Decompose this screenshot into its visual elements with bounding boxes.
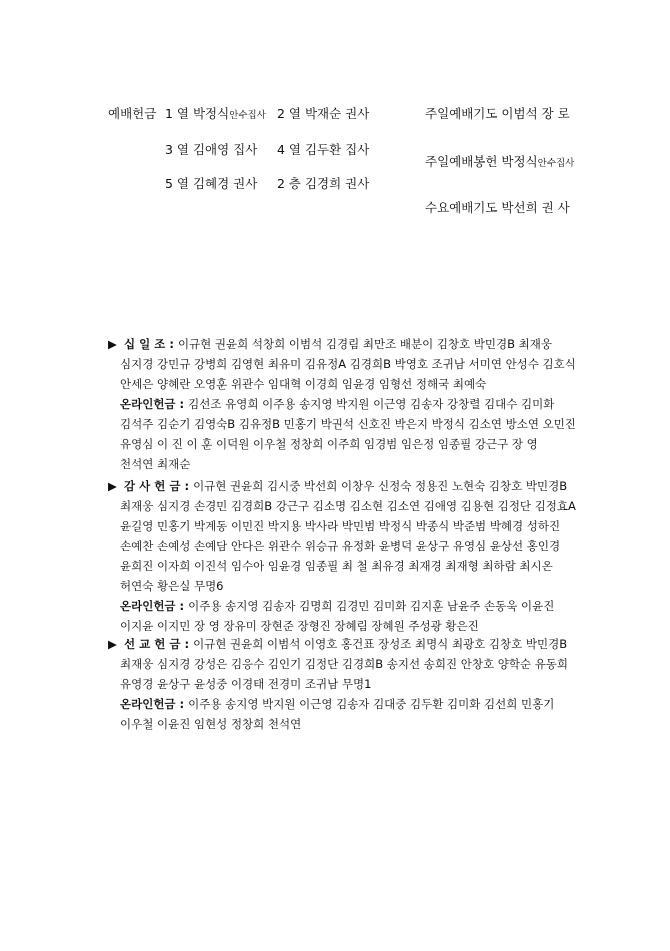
name-line: 김석주 김순기 김영숙B 김유정B 민홍기 박권석 신호진 박은지 박정식 김소연 방소연 오민진 bbox=[120, 417, 576, 431]
section-title: 감 사 헌 금 bbox=[124, 479, 181, 493]
offering-row-1-col-1: 1 열 박정식안수집사 bbox=[165, 106, 266, 121]
offering-row-2-col-1: 3 열 김애영 집사 bbox=[165, 142, 258, 157]
name-line: 손예찬 손예성 손예담 안다은 위관수 위승규 유정화 윤병덕 윤상구 유영심 윤상선 홍인경 bbox=[120, 539, 561, 553]
name-line: 유영경 윤상구 윤성중 이경태 전경미 조귀남 무명1 bbox=[120, 677, 372, 691]
offering-label: 예배헌금 bbox=[108, 106, 157, 121]
offering-row-2-col-2: 4 열 김두환 집사 bbox=[277, 142, 370, 157]
offering-row-3-col-1: 5 열 김혜경 권사 bbox=[165, 176, 258, 191]
triangle-marker-icon: ▶ bbox=[108, 337, 117, 351]
prayer-sunday: 주일예배기도 이범석 장 로 bbox=[425, 106, 570, 121]
offering-row-1-col-2: 2 열 박재순 권사 bbox=[277, 106, 370, 121]
section-mission-line: ▶ 선 교 헌 금 : 이규현 권윤희 이범석 이영호 홍건표 장성조 최명식 최광호 김창호 박민경B bbox=[108, 634, 568, 654]
name-line: 심지경 강민규 강병희 김영현 최유미 김유정A 김경희B 박영호 조귀남 서미연 안성수 김호식 bbox=[120, 357, 576, 371]
section-mission bbox=[108, 634, 568, 734]
name-line: 최재웅 심지경 손경민 김경희B 강근구 김소명 김소현 김소연 김애영 김용현 김정단 김정효A bbox=[120, 499, 576, 513]
name-line: 윤희진 이자희 이진석 임수아 임윤경 임종필 최 철 최유경 최재경 최재형 최하람 최시온 bbox=[120, 559, 553, 573]
name-line: 최재웅 심지경 강성은 김응수 김인기 김정단 김경희B 송지선 송희진 안창호 양학순 유동희 bbox=[120, 657, 569, 671]
section-tithe-line: ▶ 십 일 조 : 이규현 권윤희 석창희 이범석 김경림 최만조 배분이 김창호 박민경B 최재웅 bbox=[108, 334, 568, 354]
offering-sunday-leader: 주일예배봉헌 박정식안수집사 bbox=[425, 154, 575, 169]
section-tithe bbox=[108, 334, 576, 474]
section-thanks bbox=[108, 476, 576, 636]
online-line: 온라인헌금 : 이주용 송지영 김송자 김명희 김경민 김미화 김지훈 남윤주 손동욱 이윤진 bbox=[120, 599, 555, 613]
name-line: 안세은 양혜란 오영훈 위관수 임대혁 이경희 임윤경 임형선 정해국 최예숙 bbox=[120, 377, 487, 391]
name-line: 허연숙 황은실 무명6 bbox=[120, 579, 224, 593]
triangle-marker-icon: ▶ bbox=[108, 637, 117, 651]
name-line: 천석연 최재순 bbox=[120, 457, 191, 471]
name-line: 윤길영 민홍기 박계동 이민진 박지용 박사라 박민범 박정식 박종식 박준범 박혜경 성하진 bbox=[120, 519, 561, 533]
section-title: 선 교 헌 금 bbox=[124, 637, 181, 651]
name-line: 이우철 이윤진 임현성 정창희 천석연 bbox=[120, 717, 302, 731]
offering-row-3-col-2: 2 층 김경희 권사 bbox=[277, 176, 370, 191]
name-line: 유영심 이 진 이 훈 이덕원 이우철 정창희 이주희 임경범 임은정 임종필 강근구 장 영 bbox=[120, 437, 538, 451]
name-line: 이지윤 이지민 장 영 장유미 장현준 장형진 장혜림 장혜원 주성광 황은진 bbox=[120, 619, 479, 633]
triangle-marker-icon: ▶ bbox=[108, 479, 117, 493]
section-thanks-line: ▶ 감 사 헌 금 : 이규현 권윤희 김시중 박선희 이창우 신정숙 정용진 노현숙 김창호 박민경B bbox=[108, 476, 568, 496]
section-title: 십 일 조 bbox=[124, 337, 166, 351]
online-line: 온라인헌금 : 김선조 유영희 이주용 송지영 박지원 이근영 김송자 강창렬 김대수 김미화 bbox=[120, 397, 555, 411]
online-line: 온라인헌금 : 이주용 송지영 박지원 이근영 김송자 김대중 김두환 김미화 김선희 민홍기 bbox=[120, 697, 555, 711]
prayer-wednesday: 수요예배기도 박선희 권 사 bbox=[425, 200, 570, 215]
